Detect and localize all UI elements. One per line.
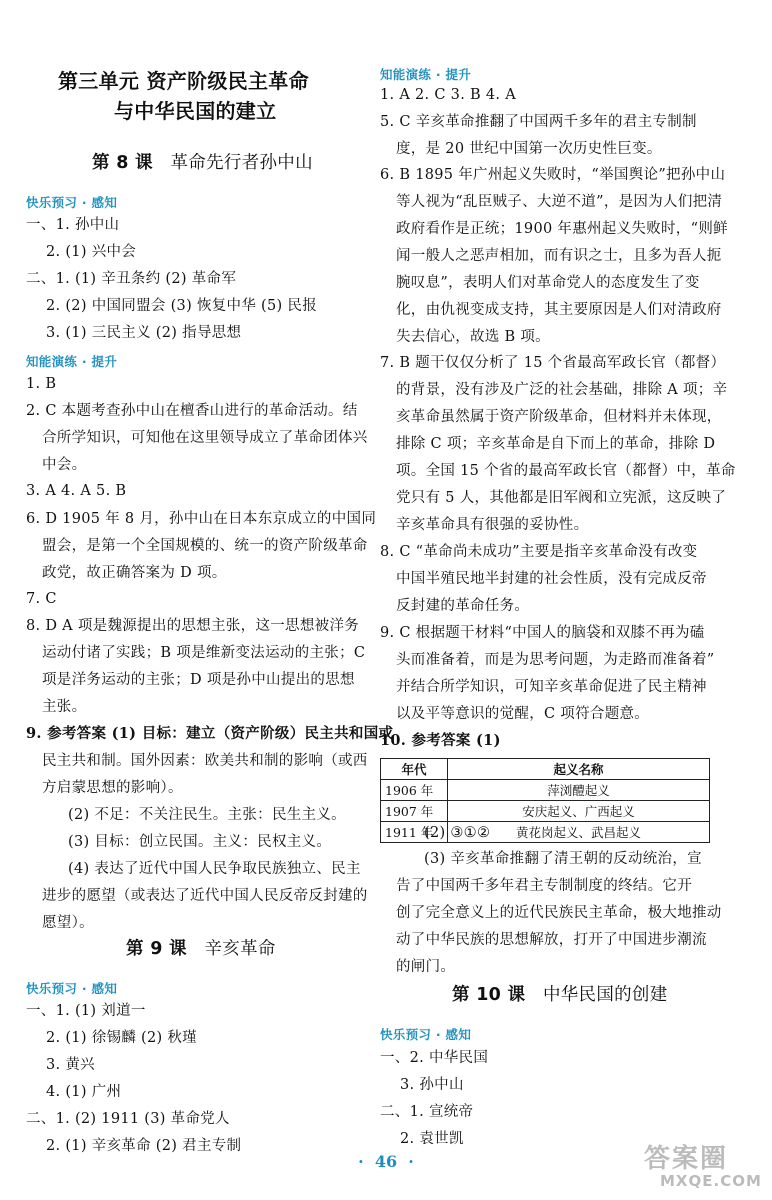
answer-9-line: 中国半殖民地半封建的社会性质，没有完成反帝: [396, 571, 707, 587]
answer-9-line: 的背景，没有涉及广泛的社会基础，排除 A 项；辛: [396, 382, 728, 398]
table-cell: 1906 年: [381, 780, 448, 801]
section-practice-8: 知能演练 · 提升: [26, 354, 118, 369]
unit-title-line-2: 与中华民国的建立: [114, 99, 277, 123]
table-cell: 黄花岗起义、武昌起义: [448, 822, 710, 843]
page-number-dot-right: ·: [397, 1152, 414, 1171]
answer-9-line: 5. C 辛亥革命推翻了中国两千多年的君主专制制: [380, 114, 697, 130]
preview-8-line: 2. (1) 兴中会: [46, 244, 137, 260]
lesson-8-heading: [92, 154, 313, 172]
answer-8-line: 进步的愿望（或表达了近代中国人民反帝反封建的: [42, 888, 368, 904]
answer-9-line: 等人视为“乱臣贼子、大逆不道”，是因为人们把清: [396, 194, 723, 210]
answer-9-line: 7. B 题干仅仅分析了 15 个省最高军政长官（都督）: [380, 355, 726, 371]
answer-9-line: 6. B 1895 年广州起义失败时，“举国舆论”把孙中山: [380, 167, 726, 183]
answer-10-line: (3) 辛亥革命推翻了清王朝的反动统治，宣: [424, 851, 702, 867]
answer-10-line: 动了中华民族的思想解放，打开了中国进步潮流: [396, 932, 707, 948]
preview-8-line: 2. (2) 中国同盟会 (3) 恢复中华 (5) 民报: [46, 298, 318, 314]
answer-9-line: 度，是 20 世纪中国第一次历史性巨变。: [396, 141, 662, 157]
unit-title-line-1: 第三单元 资产阶级民主革命: [58, 69, 309, 93]
lesson-9-title: 辛亥革命: [204, 939, 276, 959]
table-cell: 安庆起义、广西起义: [448, 801, 710, 822]
answer-8-line: 7. C: [26, 591, 57, 607]
answer-8-line: 盟会，是第一个全国规模的、统一的资产阶级革命: [42, 538, 368, 554]
table-cell: 1911 年: [381, 822, 448, 843]
answer-8-line: 主张。: [42, 699, 87, 715]
answer-9-line: 腕叹息”，表明人们对革命党人的态度发生了变: [396, 275, 700, 291]
watermark-logo: [640, 1138, 760, 1193]
answer-9-line: 10. 参考答案 (1): [380, 732, 501, 749]
answer-8-line: 3. A 4. A 5. B: [26, 483, 127, 499]
preview-10-line: 3. 孙中山: [400, 1077, 464, 1093]
answer-10-line: 告了中国两千多年君主专制制度的终结。它开: [396, 878, 692, 894]
section-practice-9: 知能演练 · 提升: [380, 67, 472, 82]
preview-10-line: 一、2. 中华民国: [380, 1050, 489, 1066]
preview-8-line: 一、1. 孙中山: [26, 217, 120, 233]
answer-10-line: 创了完全意义上的近代民族民主革命，极大地推动: [396, 905, 722, 921]
answer-9-line: 8. C “革命尚未成功”主要是指辛亥革命没有改变: [380, 544, 698, 560]
answer-8-line: 方启蒙思想的影响）。: [42, 780, 183, 796]
lesson-10-heading: [452, 986, 668, 1004]
answer-8-line: 政党，故正确答案为 D 项。: [42, 565, 227, 581]
answer-8-line: (4) 表达了近代中国人民争取民族独立、民主: [68, 861, 361, 877]
preview-10-line: 二、1. 宣统帝: [380, 1104, 474, 1120]
answer-8-line: 运动付诸了实践；B 项是维新变法运动的主张；C: [42, 645, 366, 661]
answer-9-line: 1. A 2. C 3. B 4. A: [380, 87, 516, 103]
preview-9-line: 3. 黄兴: [46, 1057, 95, 1073]
lesson-9-heading: [126, 940, 276, 958]
preview-9-line: 2. (1) 徐锡麟 (2) 秋瑾: [46, 1030, 197, 1046]
preview-8-line: 3. (1) 三民主义 (2) 指导思想: [46, 325, 242, 341]
answer-9-line: 党只有 5 人，其他都是旧军阀和立宪派，这反映了: [396, 490, 727, 506]
answer-9-line: 辛亥革命具有很强的妥协性。: [396, 517, 589, 533]
answer-9-line: 亥革命虽然属于资产阶级革命，但材料并未体现，: [396, 409, 722, 425]
answer-9-line: 失去信心，故选 B 项。: [396, 329, 550, 345]
preview-9-line: 4. (1) 广州: [46, 1084, 122, 1100]
table-header-cell: 年代: [381, 759, 448, 780]
lesson-9-number: 第 9 课: [126, 939, 187, 959]
section-preview-10: 快乐预习 · 感知: [380, 1027, 472, 1042]
answer-10-line: 的闸门。: [396, 959, 456, 975]
answer-9-line: 反封建的革命任务。: [396, 598, 530, 614]
answer-8-line: 民主共和制。国外因素：欧美共和制的影响（或西: [42, 753, 368, 769]
answer-9-line: 项。全国 15 个省的最高军政长官（都督）中，革命: [396, 463, 736, 479]
preview-9-line: 2. (1) 辛亥革命 (2) 君主专制: [46, 1138, 242, 1154]
answer-9-line: 排除 C 项；辛亥革命是自下而上的革命，排除 D: [396, 436, 716, 452]
table-row: [381, 801, 710, 822]
answer-9-line: 9. C 根据题干材料“中国人的脑袋和双膝不再为磕: [380, 625, 705, 641]
lesson-10-number: 第 10 课: [452, 985, 526, 1005]
answer-9-line: 头而准备着，而是为思考问题，为走路而准备着”: [396, 652, 715, 668]
answer-8-line: 6. D 1905 年 8 月，孙中山在日本东京成立的中国同: [26, 511, 377, 527]
answer-8-line: 1. B: [26, 376, 57, 392]
preview-8-line: 二、1. (1) 辛丑条约 (2) 革命军: [26, 271, 237, 287]
answer-8-line: 中会。: [42, 457, 87, 473]
answer-8-line: 2. C 本题考查孙中山在檀香山进行的革命活动。结: [26, 403, 358, 419]
lesson-10-title: 中华民国的创建: [542, 985, 668, 1005]
answer-9-line: 并结合所学知识，可知辛亥革命促进了民主精神: [396, 679, 707, 695]
page-number-dot-left: ·: [358, 1152, 375, 1171]
answer-8-line: 项是洋务运动的主张；D 项是孙中山提出的思想: [42, 672, 355, 688]
table-cell: 萍浏醴起义: [448, 780, 710, 801]
watermark-text: 答案圈: [644, 1144, 729, 1174]
lesson-8-title: 革命先行者孙中山: [170, 153, 313, 173]
answer-8-line: 合所学知识，可知他在这里领导成立了革命团体兴: [42, 430, 368, 446]
watermark-url: MXQE.COM: [660, 1172, 762, 1190]
answer-8-line: (2) 不足：不关注民生。主张：民生主义。: [68, 807, 346, 823]
answer-8-line: 愿望）。: [42, 915, 94, 931]
answer-9-line: 政府看作是正统；1900 年惠州起义失败时，“则鲜: [396, 221, 728, 237]
preview-10-line: 2. 袁世凯: [400, 1131, 464, 1147]
page-number-value: 46: [374, 1152, 398, 1171]
answer-9-line: 闻一般人之恶声相加，而有识之士，且多为吾人扼: [396, 248, 722, 264]
section-preview-9: 快乐预习 · 感知: [26, 981, 118, 996]
table-row: [381, 780, 710, 801]
lesson-8-number: 第 8 课: [92, 153, 153, 173]
answer-10-line: (2) ③①②: [424, 825, 491, 841]
preview-9-line: 一、1. (1) 刘道一: [26, 1003, 146, 1019]
table-header-row: [381, 759, 710, 780]
table-header-cell: 起义名称: [448, 759, 710, 780]
preview-9-line: 二、1. (2) 1911 (3) 革命党人: [26, 1111, 230, 1127]
answer-9-line: 以及平等意识的觉醒，C 项符合题意。: [396, 706, 650, 722]
answer-8-line: (3) 目标：创立民国。主义：民权主义。: [68, 834, 332, 850]
section-preview-8: 快乐预习 · 感知: [26, 195, 118, 210]
answer-8-line: 8. D A 项是魏源提出的思想主张，这一思想被洋务: [26, 618, 360, 634]
answer-8-line: 9. 参考答案 (1) 目标：建立（资产阶级）民主共和国或: [26, 725, 394, 742]
table-cell: 1907 年: [381, 801, 448, 822]
answer-9-line: 化，由仇视变成支持，其主要原因是人们对清政府: [396, 302, 722, 318]
